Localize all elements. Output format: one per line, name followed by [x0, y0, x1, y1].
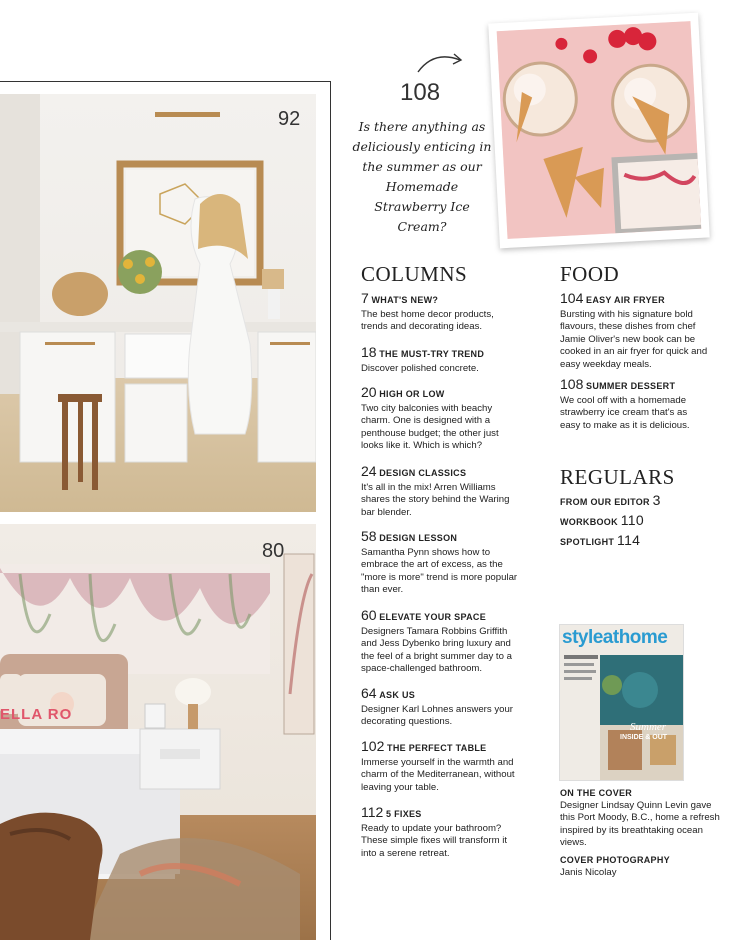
columns-entry[interactable]: [361, 386, 521, 453]
columns-entry[interactable]: [361, 346, 521, 375]
on-cover-text: Designer Lindsay Quinn Levin gave this Port Moody, B.C., home a refresh inspired by its breathtaking ocean views.: [560, 799, 720, 849]
entry-title: HIGH OR LOW: [379, 389, 445, 399]
entry-title: ELEVATE YOUR SPACE: [379, 612, 487, 622]
ice-cream-photo: [497, 21, 702, 239]
entry-title: WORKBOOK: [560, 517, 618, 527]
entry-description: Designer Karl Lohnes answers your decorating questions.: [361, 703, 513, 728]
entry-page-number: 20: [361, 384, 377, 400]
regulars-entry[interactable]: [560, 512, 644, 528]
entry-description: The best home decor products, trends and decorating ideas.: [361, 308, 494, 333]
entry-page-number: 24: [361, 463, 377, 479]
entry-page-number: 7: [361, 290, 369, 306]
columns-entry[interactable]: [361, 687, 521, 729]
entry-page-number: 18: [361, 344, 377, 360]
columns-entry[interactable]: [361, 292, 521, 334]
columns-entry[interactable]: [361, 740, 521, 794]
kitchen-photo: [0, 94, 316, 512]
entry-description: Designers Tamara Robbins Griffith and Jess Dybenko bring luxury and the feel of a bright summer day to a space-challenged bathroom.: [361, 625, 512, 675]
entry-title: 5 FIXES: [386, 809, 422, 819]
entry-title: THE PERFECT TABLE: [387, 743, 487, 753]
entry-title: EASY AIR FRYER: [586, 295, 665, 305]
on-cover-label: ON THE COVER: [560, 788, 633, 798]
columns-entry[interactable]: [361, 530, 521, 597]
cover-photography-label: COVER PHOTOGRAPHY: [560, 854, 670, 865]
ice-cream-illustration: [497, 21, 702, 239]
entry-title: DESIGN LESSON: [379, 533, 458, 543]
entry-title: SPOTLIGHT: [560, 537, 615, 547]
regulars-entry[interactable]: [560, 532, 640, 548]
ice-cream-photo-card: [488, 13, 709, 249]
bedroom-photo: [0, 524, 316, 940]
entry-page-number: 108: [560, 376, 584, 392]
entry-page-number: 60: [361, 607, 377, 623]
entry-title: ASK US: [379, 690, 416, 700]
cover-headline-sub: INSIDE & OUT: [620, 734, 668, 741]
food-entry[interactable]: [560, 292, 710, 372]
magazine-cover-thumbnail: [559, 624, 684, 781]
pillow-lettering: ELLA RO: [0, 706, 73, 723]
regulars-entry[interactable]: [560, 492, 661, 508]
entry-description: We cool off with a homemade strawberry ice cream that's as easy to make as it is delicious.: [560, 394, 690, 431]
lead-page-number: 108: [400, 79, 441, 106]
cover-masthead: styleathome: [562, 627, 668, 648]
entry-page-number: 58: [361, 528, 377, 544]
regulars-heading: REGULARS: [560, 465, 675, 489]
entry-page-number: 102: [361, 738, 385, 754]
cover-photographer: Janis Nicolay: [560, 866, 617, 878]
kitchen-illustration: [0, 94, 316, 512]
bedroom-page-number: 80: [262, 540, 285, 562]
columns-entry[interactable]: [361, 465, 521, 519]
columns-heading: COLUMNS: [361, 262, 468, 286]
entry-page-number: 64: [361, 685, 377, 701]
food-heading: FOOD: [560, 262, 620, 286]
on-the-cover-caption: [560, 787, 720, 879]
entry-title: WHAT'S NEW?: [371, 295, 439, 305]
entry-page-number: 3: [652, 492, 661, 508]
entry-title: DESIGN CLASSICS: [379, 468, 467, 478]
entry-title: FROM OUR EDITOR: [560, 497, 650, 507]
entry-description: It's all in the mix! Arren Williams shares the story behind the Waring bar blender.: [361, 481, 510, 518]
entry-description: Bursting with his signature bold flavours, these dishes from chef Jamie Oliver's new book can be cooked in an air fryer for quick and easy weekday meals.: [560, 308, 708, 370]
entry-page-number: 114: [617, 532, 641, 548]
entry-page-number: 110: [620, 512, 644, 528]
kitchen-page-number: 92: [278, 108, 301, 130]
lead-teaser: Is there anything as deliciously enticing in the summer as our Homemade Strawberry Ice Cream?: [352, 119, 492, 234]
bedroom-illustration: [0, 524, 316, 940]
entry-description: Immerse yourself in the warmth and charm of the Mediterranean, without leaving your table.: [361, 756, 515, 793]
entry-title: THE MUST-TRY TREND: [379, 349, 485, 359]
entry-description: Samantha Pynn shows how to embrace the art of excess, as the "more is more" trend is more popular than ever.: [361, 546, 518, 596]
cover-headline: Summer: [630, 721, 667, 733]
curved-arrow-icon: [414, 50, 466, 76]
food-entry[interactable]: [560, 378, 710, 432]
columns-entry[interactable]: [361, 806, 521, 860]
entry-page-number: 112: [361, 804, 384, 820]
entry-title: SUMMER DESSERT: [586, 381, 676, 391]
entry-description: Discover polished concrete.: [361, 362, 479, 374]
columns-entry[interactable]: [361, 609, 521, 676]
entry-description: Ready to update your bathroom? These simple fixes will transform it into a serene retreat.: [361, 822, 508, 859]
entry-description: Two city balconies with beachy charm. One is designed with a penthouse budget; the other just looks like it. Which is which?: [361, 402, 499, 452]
entry-page-number: 104: [560, 290, 584, 306]
